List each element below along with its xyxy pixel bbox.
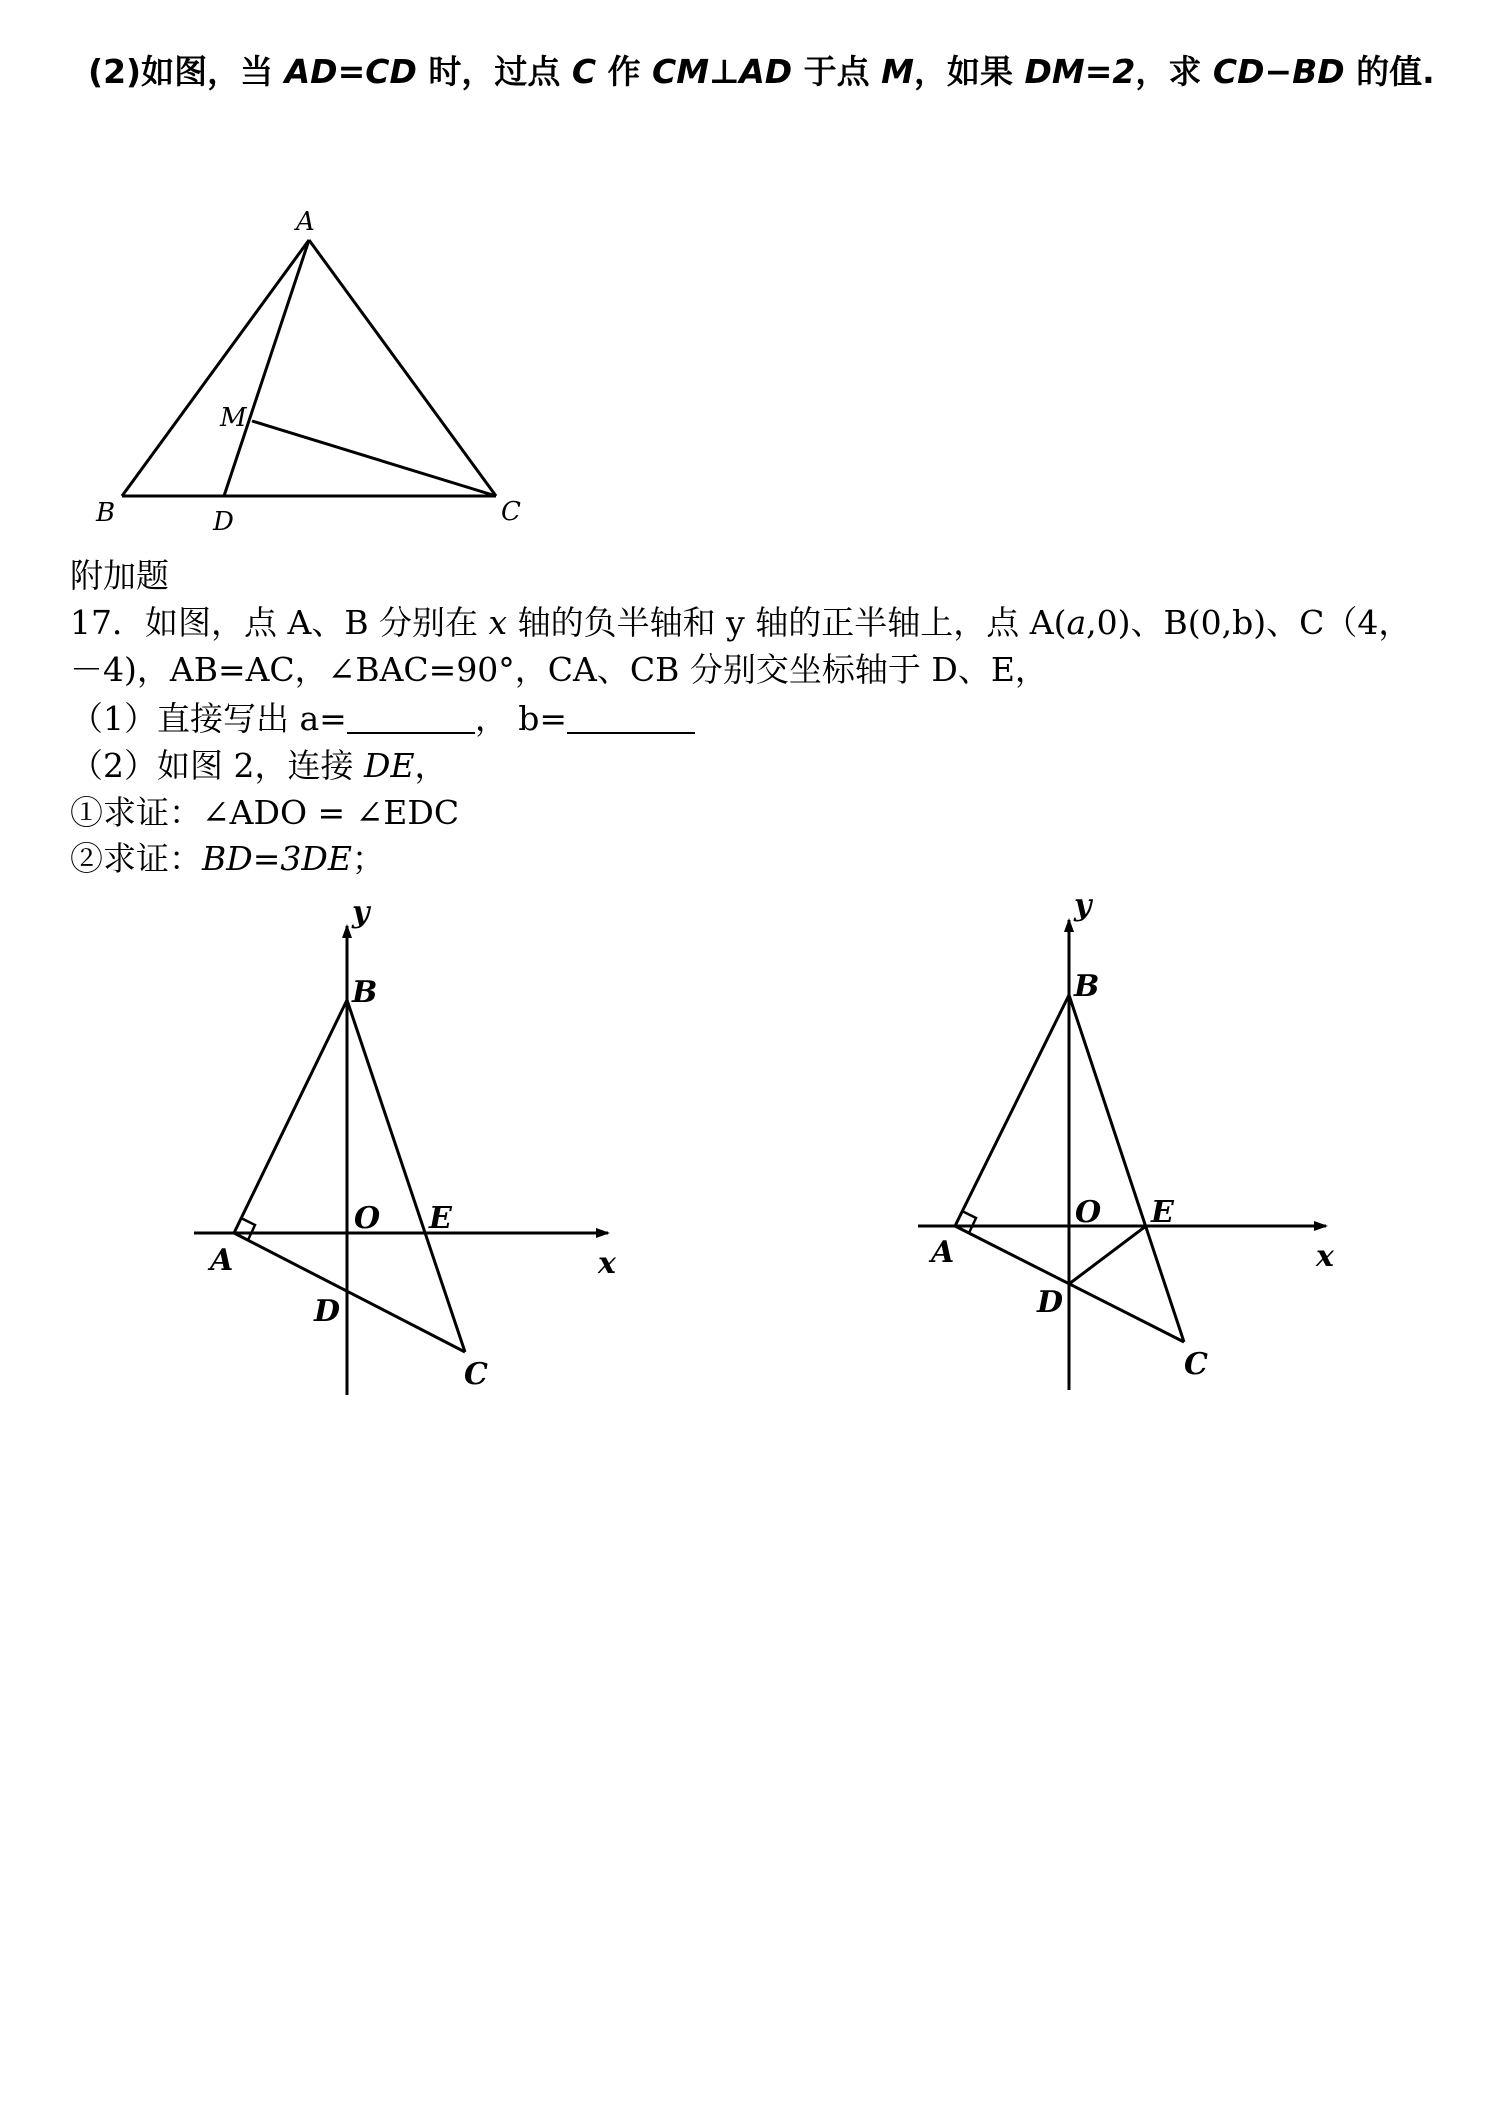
q17-sub1-a: （1）直接写出 a=: [70, 699, 347, 738]
part2-text-3: 作: [596, 52, 653, 91]
q17-proof-2-b: BD=3DE: [202, 839, 352, 878]
part2-ad-eq-cd: AD=CD: [284, 52, 417, 91]
q17-line-1-c: ,0)、B(0,b)、C（4，: [1086, 603, 1412, 642]
q17-line-1-b: 轴的负半轴和 y 轴的正半轴上，点 A(: [507, 603, 1067, 642]
label-d: D: [314, 1294, 341, 1329]
q17-sub1-b: ， b=: [474, 699, 568, 738]
label-b: B: [1074, 969, 1100, 1004]
bonus-title: 附加题: [70, 556, 169, 595]
q17-proof-2-c: ；: [351, 839, 385, 878]
part2-cd-bd: CD−BD: [1212, 52, 1345, 91]
label-b: B: [96, 498, 116, 528]
q17-a-var: a: [1066, 603, 1087, 642]
segment-ab: [955, 995, 1069, 1226]
q17-proof-2-a: ②求证：: [70, 839, 202, 878]
label-c: C: [464, 1357, 488, 1392]
label-e: E: [1151, 1195, 1174, 1230]
label-d: D: [213, 507, 234, 537]
q17-proof-1: ①求证：∠ADO = ∠EDC: [70, 793, 460, 832]
q17-line-2: －4)，AB=AC，∠BAC=90°，CA、CB 分别交坐标轴于 D、E，: [70, 650, 1048, 689]
segment-bc: [1069, 995, 1184, 1342]
part2-cm-perp-ad: CM⊥AD: [652, 52, 793, 91]
label-x: x: [598, 1246, 616, 1281]
q17-line-1-a: 17．如图，点 A、B 分别在: [70, 603, 489, 642]
label-a: A: [931, 1235, 955, 1270]
label-a: A: [296, 207, 315, 237]
q17-sub2-b: ，: [414, 746, 448, 785]
label-y: y: [352, 895, 370, 930]
part2-dm-eq: DM=2: [1024, 52, 1136, 91]
q17-de: DE: [363, 746, 415, 785]
q17-sub2-a: （2）如图 2，连接: [70, 746, 364, 785]
q17-x-var: x: [488, 603, 508, 642]
part2-point-m: M: [881, 52, 915, 91]
label-d: D: [1037, 1285, 1064, 1320]
label-m: M: [220, 403, 247, 433]
part2-text-7: 的值.: [1344, 52, 1435, 91]
part2-label: (2): [88, 52, 142, 91]
label-o: O: [354, 1201, 381, 1236]
label-c: C: [1184, 1347, 1208, 1382]
label-x: x: [1316, 1239, 1334, 1274]
part2-text-5: ，如果: [914, 52, 1025, 91]
label-y: y: [1074, 888, 1092, 923]
part2-text-4: 于点: [792, 52, 882, 91]
part2-point-c: C: [571, 52, 597, 91]
segment-de: [1069, 1226, 1146, 1284]
part2-text-6: ，求: [1135, 52, 1213, 91]
part2-text-1: 如图，当: [141, 52, 285, 91]
label-b: B: [352, 975, 378, 1010]
label-e: E: [429, 1201, 452, 1236]
label-c: C: [501, 497, 521, 527]
label-o: O: [1075, 1195, 1102, 1230]
label-a: A: [210, 1243, 234, 1278]
part2-text-2: 时，过点: [416, 52, 572, 91]
